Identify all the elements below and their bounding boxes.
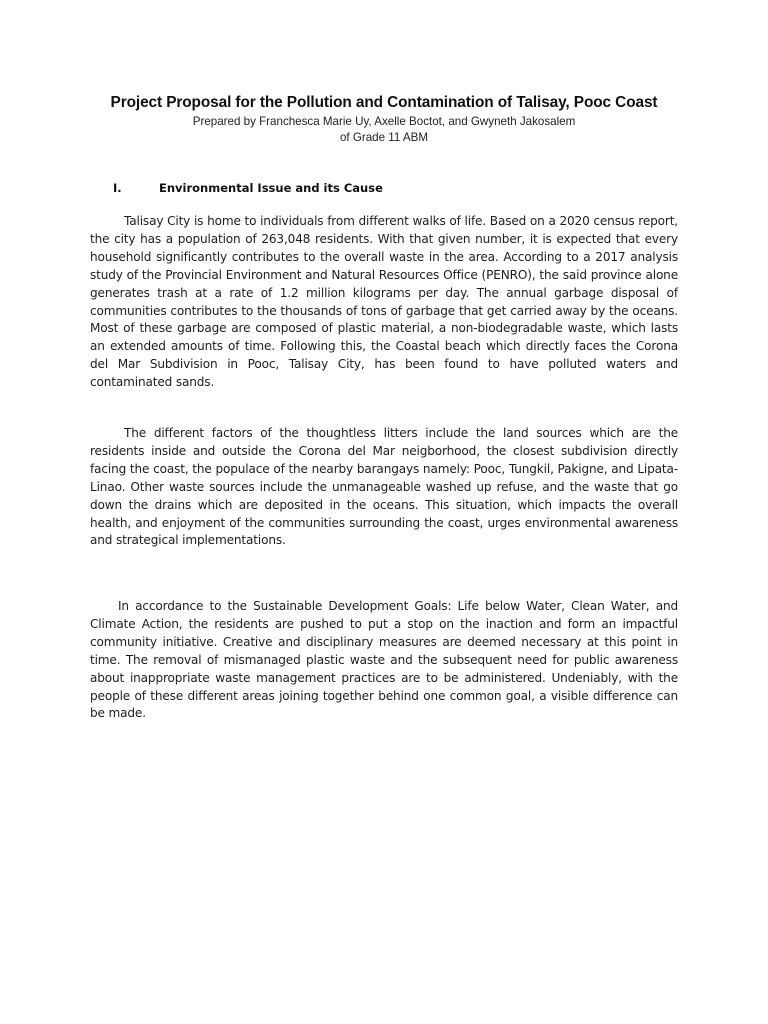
paragraph-1: Talisay City is home to individuals from different walks of life. Based on a 2020 census report, the city has a population of 263,048 residents. With that given number, it is expected that every household significantly contributes to the overall waste in the area. According to a 2017 analysis study of the Provincial Environment and Natural Resources Office (PENRO), the said province alone generates trash at a rate of 1.2 million kilograms per day. The annual garbage disposal of communities contributes to the thousands of tons of garbage that get carried away by the oceans. Most of these garbage are composed of plastic material, a non-biodegradable waste, which lasts an extended amounts of time. Following this, the Coastal beach which directly faces the Corona del Mar Subdivision in Pooc, Talisay City, has been found to have polluted waters and contaminated sands. <box>90 214 678 390</box>
paragraph-2: The different factors of the thoughtless litters include the land sources which are the residents inside and outside the Corona del Mar neigborhood, the closest subdivision directly facing the coast, the populace of the nearby barangays namely: Pooc, Tungkil, Pakigne, and Lipata-Linao. Other waste sources include the unmanageable washed up refuse, and the waste that go down the drains which are deposited in the oceans. This situation, which impacts the overall health, and enjoyment of the communities surrounding the coast, urges environmental awareness and strategical implementations. <box>90 426 678 548</box>
byline-authors: Prepared by Franchesca Marie Uy, Axelle Boctot, and Gwyneth Jakosalem <box>192 115 576 128</box>
document-title: Project Proposal for the Pollution and Contamination of Talisay, Pooc Coast <box>110 94 658 111</box>
section-number: I. <box>113 181 122 195</box>
byline-grade: of Grade 11 ABM <box>339 131 429 144</box>
paragraph-3: In accordance to the Sustainable Development Goals: Life below Water, Clean Water, and Climate Action, the residents are pushed to put a stop on the inaction and form an impactful community initiative. Creative and disciplinary measures are deemed necessary at this point in time. The removal of mismanaged plastic waste and the subsequent need for public awareness about inappropriate waste management practices are to be administered. Undeniably, with the people of these different areas joining together behind one common goal, a visible difference can be made. <box>90 599 678 721</box>
section-heading <box>113 181 383 195</box>
section-title: Environmental Issue and its Cause <box>159 181 383 195</box>
